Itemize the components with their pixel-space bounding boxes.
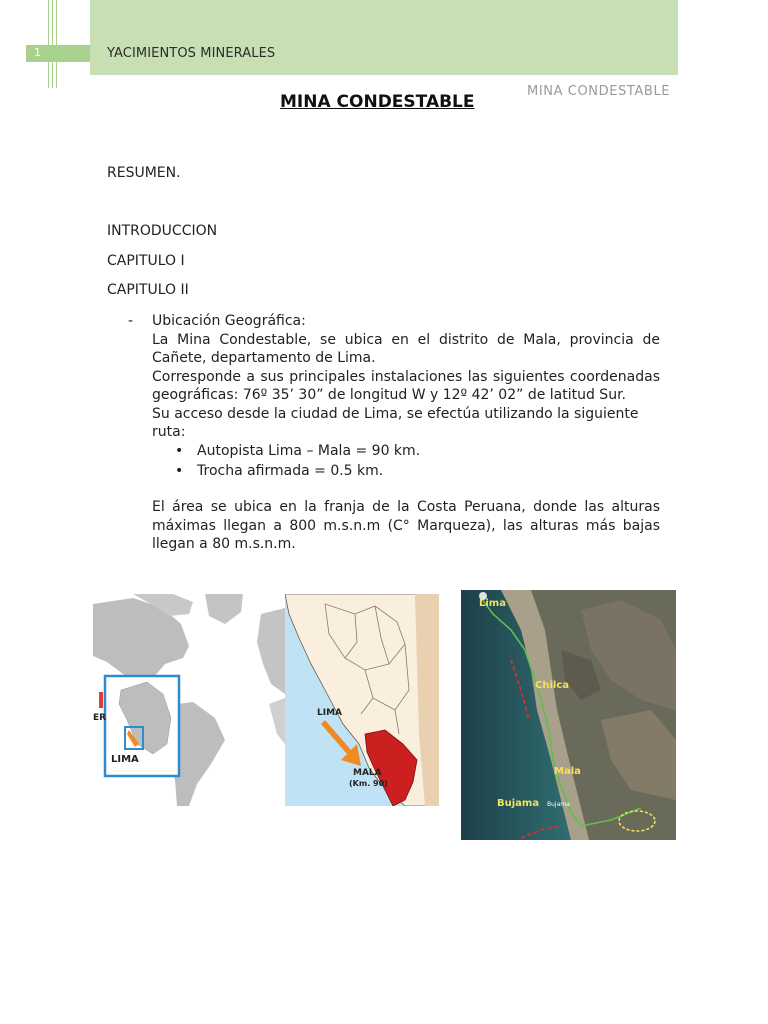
section-introduccion: INTRODUCCION <box>107 223 218 239</box>
header-rule <box>56 0 57 88</box>
aerial-label: Lima <box>479 598 506 609</box>
list-item: • Trocha afirmada = 0.5 km. <box>175 461 420 481</box>
header-right-title: MINA CONDESTABLE <box>527 84 671 99</box>
section-capitulo-1: CAPITULO I <box>107 253 185 269</box>
map-label-km: (Km. 90) <box>349 779 388 788</box>
list-item: • Autopista Lima – Mala = 90 km. <box>175 441 420 461</box>
paragraph: Su acceso desde la ciudad de Lima, se efectúa utilizando la siguiente ruta: <box>152 405 639 440</box>
aerial-label-small: Bujama <box>547 801 570 808</box>
map-label-lima: LIMA <box>317 708 343 718</box>
header-band <box>90 0 678 75</box>
section-capitulo-2: CAPITULO II <box>107 282 189 298</box>
aerial-label: Chilca <box>535 680 569 691</box>
header-rule <box>52 0 53 88</box>
header-title: YACIMIENTOS MINERALES <box>107 46 276 61</box>
world-map-image <box>93 594 285 806</box>
paragraph: El área se ubica en la franja de la Costa Peruana, donde las alturas máximas llegan a 800 m.s.n.m (C° Marqueza), las alturas más bajas llegan a 80 m.s.n.m. <box>152 499 660 552</box>
list-dash: - <box>128 313 134 329</box>
page-number: 1 <box>34 46 41 59</box>
inset-label-lima: LIMA <box>111 754 139 765</box>
section-resumen: RESUMEN. <box>107 165 181 181</box>
ubicacion-block <box>152 312 660 442</box>
route-list <box>175 441 420 481</box>
map-label-mala: MALA <box>353 768 382 778</box>
area-block <box>152 498 660 554</box>
peru-coast-map-image <box>285 594 439 806</box>
aerial-label: Bujama <box>497 798 540 809</box>
aerial-satellite-image <box>461 590 676 840</box>
aerial-label: Mala <box>554 766 581 777</box>
header-rule <box>48 0 49 88</box>
document-title: MINA CONDESTABLE <box>280 92 475 112</box>
paragraph: Corresponde a sus principales instalaciones las siguientes coordenadas geográficas: 76º 35’ 30” de longitud W y 12º 42’ 02” de latitud Sur. <box>152 368 660 403</box>
ubicacion-heading: Ubicación Geográfica: <box>152 313 306 329</box>
paragraph: La Mina Condestable, se ubica en el distrito de Mala, provincia de Cañete, departamento de Lima. <box>152 331 660 366</box>
map-edge-label: ER <box>93 713 107 723</box>
